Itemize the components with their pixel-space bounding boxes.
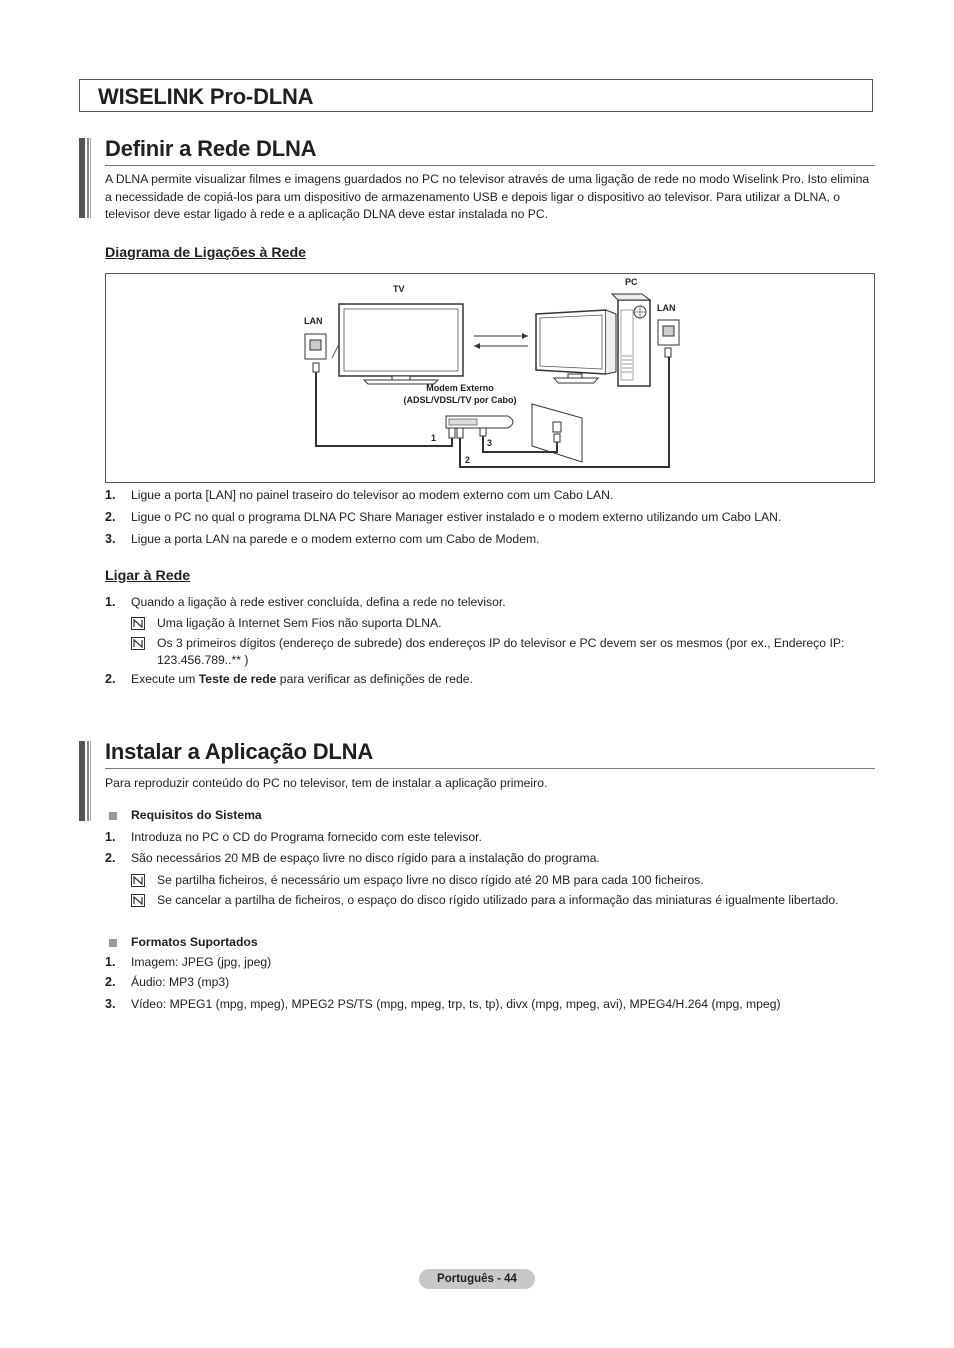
cable-label-2: 2 [465,455,471,465]
square-bullet-icon [109,939,117,947]
page-header [79,79,873,112]
modem-illustration [446,416,513,438]
cable-label-1: 1 [431,433,437,443]
note-icon [131,894,145,907]
pc-monitor-illustration [536,310,616,383]
note-icon [131,617,145,630]
section-marker [79,138,92,218]
section-intro: Para reproduzir conteúdo do PC no televisor, tem de instalar a aplicação primeiro. [105,776,548,790]
page-title: WISELINK Pro-DLNA [98,84,314,109]
square-bullet-icon [109,812,117,820]
pc-label: PC [625,277,638,287]
note-icon [131,637,145,650]
section-intro: A DLNA permite visualizar filmes e imagens guardados no PC no televisor através de uma ligação de rede no modo Wiselink Pro. Isto elimina a necessidade de copiá-los para um dispositivo de armazenamento USB e depois ligar o dispositivo ao televisor. Para utilizar a DLNA, o televisor deve estar ligado à rede e a aplicação DLNA deve estar instalada no PC. [105,172,870,221]
section-title-instalar-aplicacao: Instalar a Aplicação DLNA [105,739,374,764]
section-rule [105,165,875,166]
diagram-heading: Diagrama de Ligações à Rede [105,245,307,261]
cable-label-3: 3 [487,438,493,448]
section-rule [105,768,875,769]
tv-label: TV [393,284,405,294]
data-transfer-arrows-icon [474,333,528,349]
wall-outlet-illustration [532,404,582,462]
network-heading: Ligar à Rede [105,568,191,584]
tv-illustration [332,304,463,384]
pc-tower-illustration [612,294,650,386]
section-title-definir-rede: Definir a Rede DLNA [105,136,317,161]
network-diagram [105,273,875,483]
network-test-term: Teste de rede [198,672,277,686]
pc-lan-port-icon [658,320,679,357]
section-marker [79,741,92,821]
tv-lan-port-icon [305,334,326,372]
page-number-badge: Português - 44 [419,1269,535,1289]
modem-label: Modem Externo (ADSL/VDSL/TV por Cabo) [403,383,517,405]
note-icon [131,874,145,887]
lan-pc-label: LAN [657,303,676,313]
lan-tv-label: LAN [304,316,323,326]
